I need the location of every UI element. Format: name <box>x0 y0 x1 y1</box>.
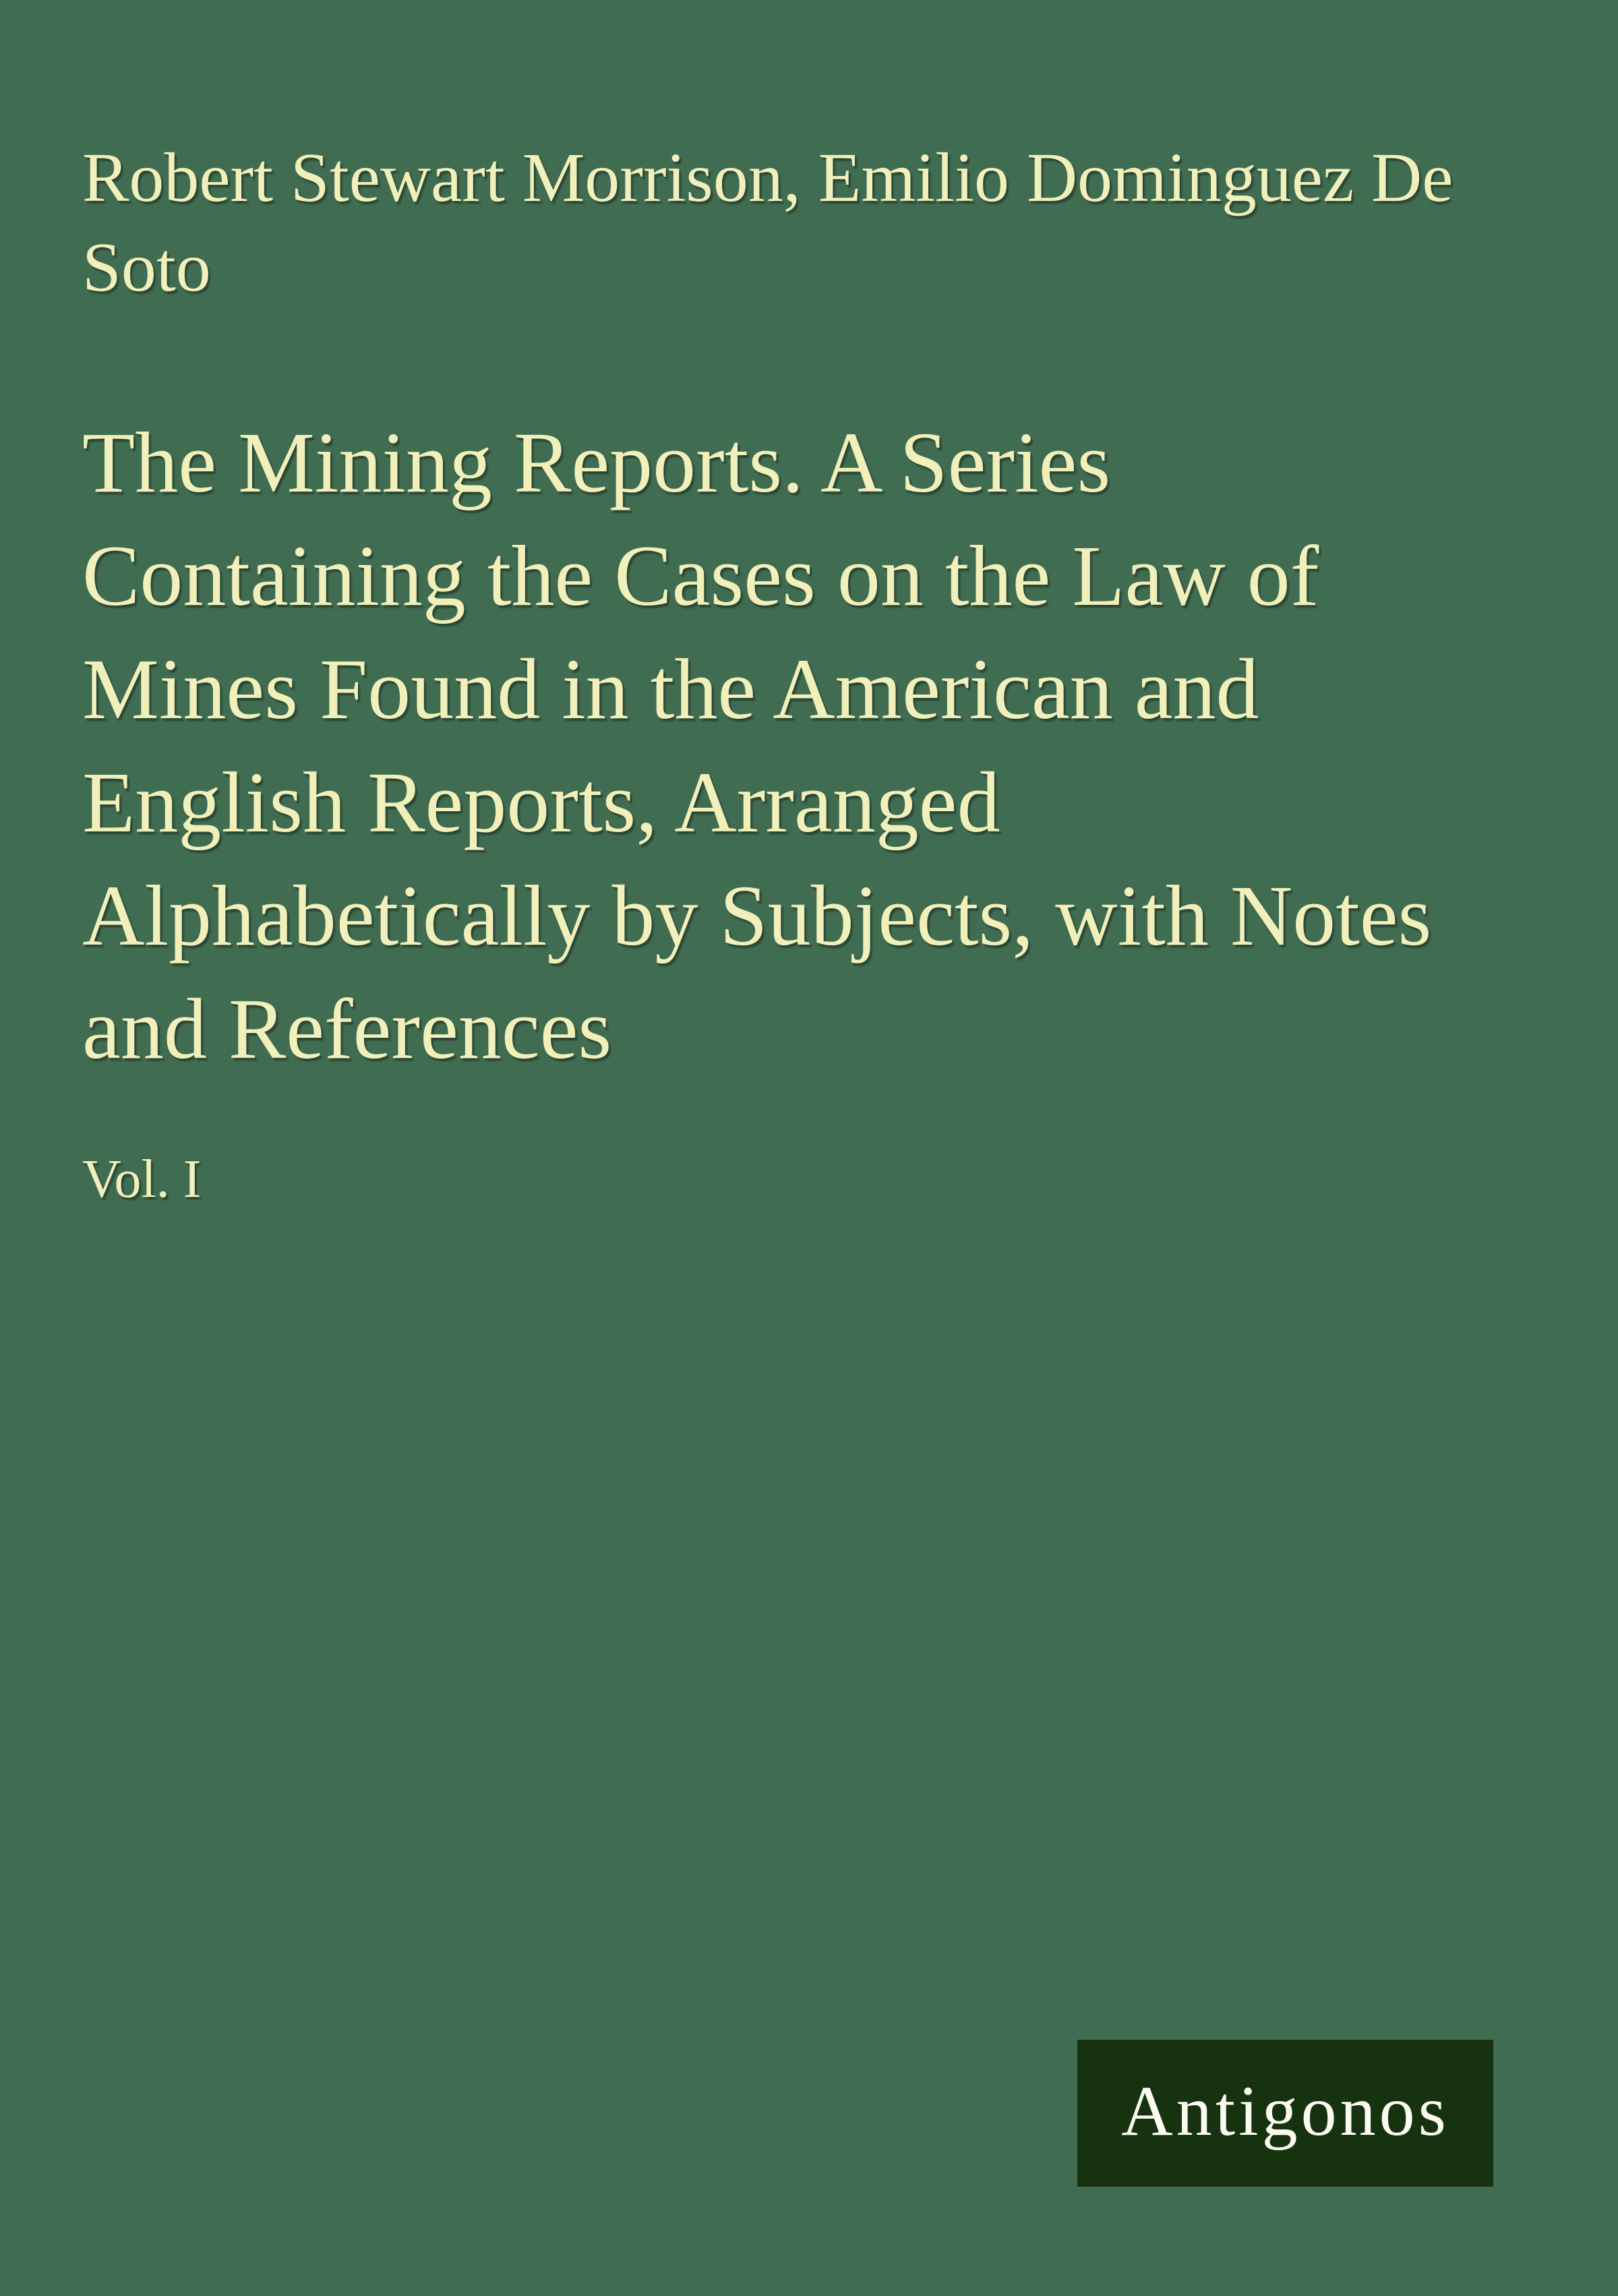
book-title: The Mining Reports. A Series Containing the Cases on the Law of Mines Found in the American and English Reports, Arranged Alphabetically by Subjects, with Notes and References <box>82 415 1432 1077</box>
author-names: Robert Stewart Morrison, Emilio Dominguez De Soto <box>82 139 1454 306</box>
publisher-name: Antigonos <box>1121 2071 1449 2150</box>
volume-label: Vol. I <box>82 1150 202 1209</box>
publisher-box <box>1077 2040 1493 2187</box>
